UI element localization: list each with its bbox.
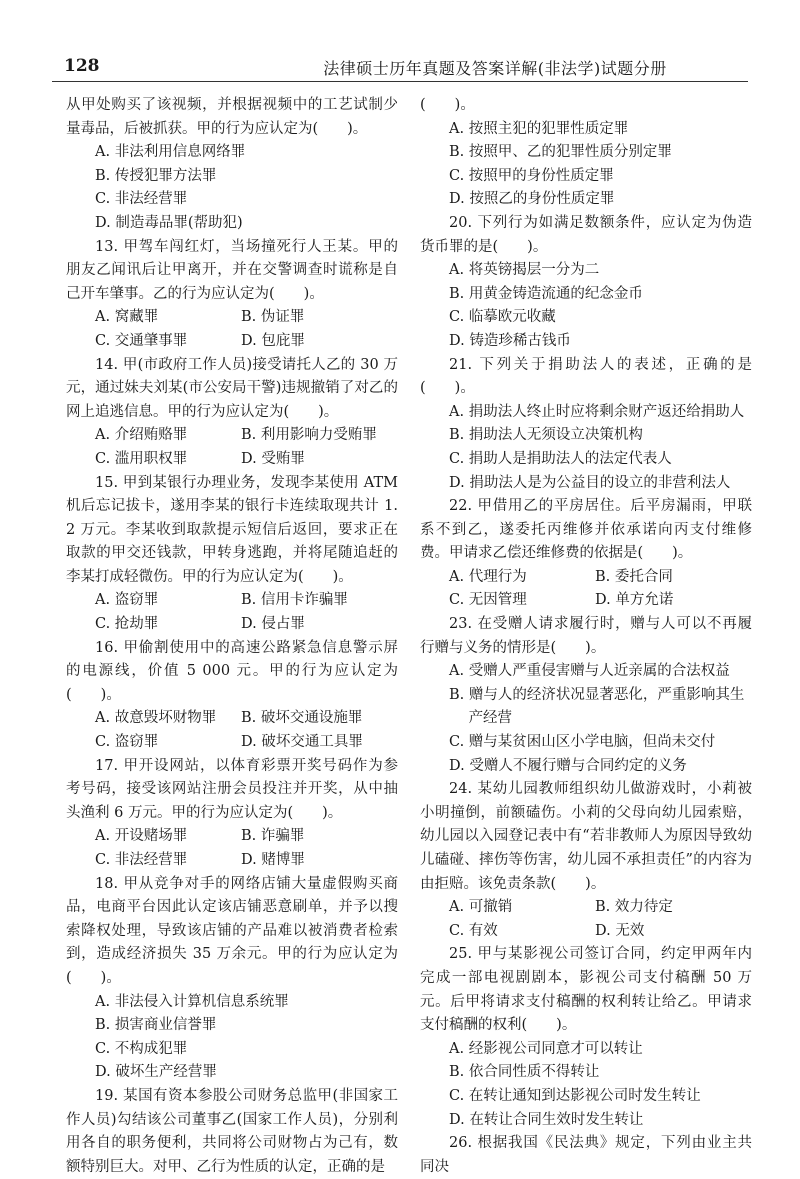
option-row: [66, 707, 398, 731]
option-text: B. 传授犯罪方法罪: [95, 167, 217, 184]
option-text: A. 非法侵入计算机信息系统罪: [95, 993, 289, 1010]
question-19-stem: 19. 某国有资本参股公司财务总监甲(非国家工作人员)勾结该公司董事乙(国家工作人员)，分别利用各自的职务便利，共同将公司财物占为己有，数额特别巨大。对甲、乙行为性质的认定，正确的是: [66, 1087, 398, 1175]
option-text: C. 赠与某贫困山区小学电脑，但尚未交付: [449, 734, 716, 751]
question-19-tail: ( )。: [420, 97, 475, 113]
option-text: A. 经影视公司同意才可以转让: [449, 1040, 643, 1057]
option-text: C. 滥用职权罪: [95, 450, 188, 467]
option-text: C. 抢劫罪: [95, 616, 159, 633]
option-text: C. 非法经营罪: [95, 191, 188, 208]
option-text: C. 交通肇事罪: [95, 332, 188, 349]
question-18-stem: 18. 甲从竞争对手的网络店铺大量虚假购买商品，电商平台因此认定该店铺恶意刷单，并予以搜索降权处理，导致该店铺的产品难以被消费者检索到，造成经济损失 35 万余元。甲的行为应认定为( )。: [66, 875, 398, 986]
option-text: B. 利用影响力受贿罪: [241, 427, 377, 444]
option-row: [66, 825, 398, 849]
question-22-stem: 22. 甲借用乙的平房居住。后平房漏雨，甲联系不到乙，遂委托丙维修并依承诺向丙支付维修费。甲请求乙偿还维修费的依据是( )。: [420, 498, 752, 562]
option-text: C. 非法经营罪: [95, 852, 188, 868]
question-16-stem: 16. 甲偷割使用中的高速公路紧急信息警示屏的电源线，价值 5 000 元。甲的行为应认定为( )。: [66, 639, 398, 703]
option-text: B. 用黄金铸造流通的纪念金币: [449, 285, 643, 302]
option-text: A. 介绍贿赂罪: [95, 427, 188, 444]
option-row: [66, 448, 398, 472]
option-text: B. 依合同性质不得转让: [449, 1064, 600, 1081]
option-text: D. 制造毒品罪(帮助犯): [95, 214, 243, 231]
option-text: B. 信用卡诈骗罪: [241, 592, 348, 609]
option-text: A. 将英镑揭层一分为二: [449, 262, 600, 279]
option-row: [66, 849, 398, 873]
option-text: D. 破坏生产经营罪: [95, 1064, 217, 1081]
question-12-continuation: 从甲处购买了该视频，并根据视频中的工艺试制少量毒品，后被抓获。甲的行为应认定为( )。: [66, 97, 398, 137]
option-row: [420, 920, 752, 944]
option-row: [66, 731, 398, 755]
option-row: [420, 566, 752, 590]
right-column: [420, 94, 752, 1179]
option-text: B. 诈骗罪: [241, 828, 305, 845]
option-text: C. 捐助人是捐助法人的法定代表人: [449, 450, 672, 467]
option-text: A. 捐助法人终止时应将剩余财产返还给捐助人: [449, 403, 745, 420]
running-title: 法律硕士历年真题及答案详解(非法学)试题分册: [323, 59, 667, 78]
option-row: [66, 306, 398, 330]
option-text: D. 在转让合同生效时发生转让: [449, 1111, 644, 1128]
option-text: A. 盗窃罪: [95, 592, 159, 609]
option-text: B. 损害商业信誉罪: [95, 1017, 217, 1034]
option-text: B. 伪证罪: [241, 309, 305, 326]
option-row: [66, 424, 398, 448]
question-21-stem: 21. 下列关于捐助法人的表述，正确的是( )。: [420, 356, 752, 397]
option-text: B. 委托合同: [595, 568, 673, 585]
question-23-stem: 23. 在受赠人请求履行时，赠与人可以不再履行赠与义务的情形是( )。: [420, 616, 752, 656]
question-17-stem: 17. 甲开设网站，以体育彩票开奖号码作为参考号码，接受该网站注册会员投注并开奖，从中抽头渔利 6 万元。甲的行为应认定为( )。: [66, 757, 398, 821]
option-text: A. 受赠人严重侵害赠与人近亲属的合法权益: [449, 663, 730, 680]
option-text: C. 在转让通知到达影视公司时发生转让: [449, 1087, 701, 1104]
page-number: 128: [64, 56, 100, 76]
page-header: [52, 52, 748, 86]
option-text: C. 有效: [449, 922, 498, 939]
option-text: B. 按照甲、乙的犯罪性质分别定罪: [449, 144, 672, 161]
question-13-stem: 13. 甲驾车闯红灯，当场撞死行人王某。甲的朋友乙闻讯后让甲离开，并在交警调查时谎称是自己开车肇事。乙的行为应认定为( )。: [66, 238, 398, 302]
question-14-stem: 14. 甲(市政府工作人员)接受请托人乙的 30 万元，通过妹夫刘某(市公安局干警)违规撤销了对乙的网上追逃信息。甲的行为应认定为( )。: [66, 356, 398, 420]
option-text: B. 破坏交通设施罪: [241, 710, 363, 727]
option-row: [420, 896, 752, 920]
option-text: D. 侵占罪: [241, 616, 305, 633]
option-text: A. 故意毁坏财物罪: [95, 710, 217, 727]
option-text: B. 捐助法人无须设立决策机构: [449, 427, 643, 444]
option-text: A. 窝藏罪: [95, 309, 159, 326]
question-20-stem: 20. 下列行为如满足数额条件，应认定为伪造货币罪的是( )。: [420, 214, 752, 255]
option-text: D. 赌博罪: [241, 852, 305, 868]
option-text: C. 无因管理: [449, 592, 527, 609]
option-row: [420, 589, 752, 613]
option-text: A. 可撤销: [449, 899, 513, 916]
option-text: B. 赠与人的经济状况显著恶化，严重影响其生产经营: [449, 686, 745, 727]
option-text: D. 受赠人不履行赠与合同约定的义务: [449, 757, 687, 774]
option-row: [66, 330, 398, 354]
option-row: [66, 589, 398, 613]
option-text: D. 铸造珍稀古钱币: [449, 332, 571, 349]
option-row: [66, 613, 398, 637]
question-26-stem: 26. 根据我国《民法典》规定，下列由业主共同决: [420, 1135, 752, 1175]
question-15-stem: 15. 甲到某银行办理业务，发现李某使用 ATM 机后忘记拔卡，遂用李某的银行卡连续取现共计 1. 2 万元。李某收到取款提示短信后返回，要求正在取款的甲交还钱款，甲转身逃跑，并将尾随追赶的李某打成轻微伤。甲的行为应认定为( )。: [66, 474, 398, 585]
option-text: A. 非法利用信息网络罪: [95, 144, 246, 161]
option-text: A. 代理行为: [449, 568, 527, 585]
option-text: A. 开设赌场罪: [95, 828, 188, 845]
option-text: D. 单方允诺: [595, 592, 674, 609]
option-text: D. 包庇罪: [241, 332, 305, 349]
header-rule: [52, 81, 748, 82]
option-text: C. 临摹欧元收藏: [449, 309, 556, 326]
question-25-stem: 25. 甲与某影视公司签订合同，约定甲两年内完成一部电视剧剧本，影视公司支付稿酬 50 万元。后甲将请求支付稿酬的权利转让给乙。甲请求支付稿酬的权利( )。: [420, 946, 752, 1034]
option-text: B. 效力待定: [595, 899, 673, 916]
option-text: A. 按照主犯的犯罪性质定罪: [449, 120, 629, 137]
option-text: D. 捐助法人是为公益目的设立的非营利法人: [449, 474, 731, 491]
left-column: [66, 94, 398, 1179]
option-text: D. 受贿罪: [241, 450, 305, 467]
option-text: D. 按照乙的身份性质定罪: [449, 191, 615, 208]
option-text: D. 破坏交通工具罪: [241, 734, 363, 751]
option-text: C. 盗窃罪: [95, 734, 159, 751]
option-text: D. 无效: [595, 922, 645, 939]
option-text: C. 按照甲的身份性质定罪: [449, 167, 614, 184]
question-24-stem: 24. 某幼儿园教师组织幼儿做游戏时，小莉被小明撞倒，前额磕伤。小莉的父母向幼儿园索赔，幼儿园以入园登记表中有“若非教师人为原因导致幼儿磕碰、摔伤等伤害，幼儿园不承担责任”的内容为由拒赔。该免责条款( )。: [420, 781, 752, 892]
option-text: C. 不构成犯罪: [95, 1040, 188, 1057]
